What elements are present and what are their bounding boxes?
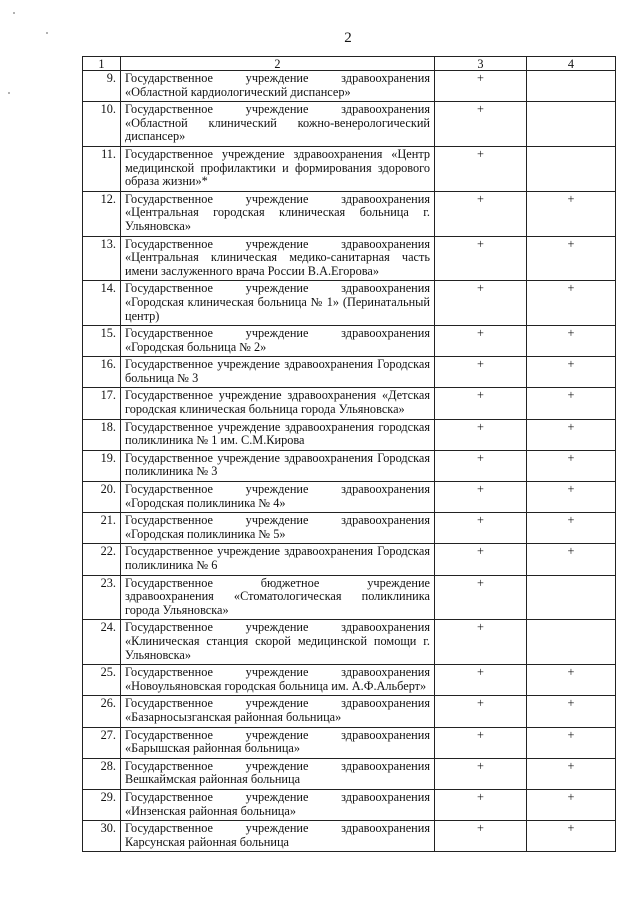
row-number-cell: 14. [83,281,121,326]
column-3-mark-cell: + [435,419,527,450]
column-3-mark-cell: + [435,620,527,665]
table-header-row [83,57,616,71]
column-4-mark-cell: + [527,482,616,513]
institution-name-cell: Государственное учреждение здравоохранения Городская больница № 3 [121,357,435,388]
row-number-cell: 20. [83,482,121,513]
table-row [83,575,616,620]
row-number-cell: 16. [83,357,121,388]
row-number-cell: 23. [83,575,121,620]
table-row [83,236,616,281]
scan-speck [13,12,15,14]
institutions-table [82,56,616,852]
institution-name-cell: Государственное учреждение здравоохранения «Городская клиническая больница № 1» (Перинатальный центр) [121,281,435,326]
column-3-mark-cell: + [435,191,527,236]
page-number: 2 [344,30,352,46]
institution-name-cell: Государственное учреждение здравоохранения «Клиническая станция скорой медицинской помощи г. Ульяновска» [121,620,435,665]
institution-name-cell: Государственное учреждение здравоохранения «Городская больница № 2» [121,326,435,357]
column-3-mark-cell: + [435,102,527,147]
column-4-mark-cell: + [527,191,616,236]
table-row [83,482,616,513]
column-4-mark-cell [527,575,616,620]
column-4-mark-cell: + [527,758,616,789]
institution-name-cell: Государственное учреждение здравоохранения «Городская поликлиника № 5» [121,513,435,544]
row-number-cell: 21. [83,513,121,544]
table-row [83,821,616,852]
header-cell-2: 2 [121,57,435,71]
table-row [83,102,616,147]
column-3-mark-cell: + [435,482,527,513]
column-3-mark-cell: + [435,575,527,620]
row-number-cell: 15. [83,326,121,357]
institution-name-cell: Государственное учреждение здравоохранения «Барышская районная больница» [121,727,435,758]
scan-speck [46,32,48,34]
row-number-cell: 10. [83,102,121,147]
institution-name-cell: Государственное учреждение здравоохранения «Областной клинический кожно-венерологический диспансер» [121,102,435,147]
table-row [83,191,616,236]
table-body [83,57,616,852]
row-number-cell: 9. [83,71,121,102]
column-4-mark-cell: + [527,388,616,419]
institution-name-cell: Государственное учреждение здравоохранения Вешкаймская районная больница [121,758,435,789]
column-3-mark-cell: + [435,450,527,481]
row-number-cell: 25. [83,665,121,696]
row-number-cell: 22. [83,544,121,575]
institution-name-cell: Государственное учреждение здравоохранения «Базарносызганская районная больница» [121,696,435,727]
institution-name-cell: Государственное учреждение здравоохранения Городская поликлиника № 6 [121,544,435,575]
institution-name-cell: Государственное учреждение здравоохранения «Областной кардиологический диспансер» [121,71,435,102]
column-3-mark-cell: + [435,758,527,789]
row-number-cell: 27. [83,727,121,758]
column-4-mark-cell [527,620,616,665]
column-3-mark-cell: + [435,789,527,820]
table-row [83,696,616,727]
column-3-mark-cell: + [435,146,527,191]
column-4-mark-cell [527,146,616,191]
table-row [83,326,616,357]
table-row [83,450,616,481]
column-3-mark-cell: + [435,71,527,102]
row-number-cell: 18. [83,419,121,450]
column-4-mark-cell: + [527,696,616,727]
row-number-cell: 11. [83,146,121,191]
column-4-mark-cell: + [527,357,616,388]
table-row [83,758,616,789]
institution-name-cell: Государственное бюджетное учреждение здравоохранения «Стоматологическая поликлиника города Ульяновска» [121,575,435,620]
table-row [83,281,616,326]
row-number-cell: 26. [83,696,121,727]
row-number-cell: 17. [83,388,121,419]
column-3-mark-cell: + [435,544,527,575]
table-row [83,146,616,191]
table-row [83,789,616,820]
row-number-cell: 30. [83,821,121,852]
institution-name-cell: Государственное учреждение здравоохранения «Центр медицинской профилактики и формирования здорового образа жизни»* [121,146,435,191]
column-4-mark-cell: + [527,450,616,481]
table-row [83,388,616,419]
institution-name-cell: Государственное учреждение здравоохранения городская поликлиника № 1 им. С.М.Кирова [121,419,435,450]
scan-speck [8,92,10,94]
column-3-mark-cell: + [435,513,527,544]
column-4-mark-cell: + [527,419,616,450]
column-4-mark-cell: + [527,544,616,575]
column-4-mark-cell [527,102,616,147]
table-row [83,71,616,102]
column-3-mark-cell: + [435,236,527,281]
table-row [83,727,616,758]
header-cell-1: 1 [83,57,121,71]
header-cell-3: 3 [435,57,527,71]
column-4-mark-cell: + [527,665,616,696]
column-4-mark-cell: + [527,326,616,357]
row-number-cell: 24. [83,620,121,665]
column-3-mark-cell: + [435,357,527,388]
row-number-cell: 28. [83,758,121,789]
institution-name-cell: Государственное учреждение здравоохранения «Детская городская клиническая больница города Ульяновска» [121,388,435,419]
row-number-cell: 29. [83,789,121,820]
table-row [83,419,616,450]
institution-name-cell: Государственное учреждение здравоохранения Карсунская районная больница [121,821,435,852]
table-row [83,357,616,388]
institution-name-cell: Государственное учреждение здравоохранения «Центральная клиническая медико-санитарная часть имени заслуженного врача России В.А.Егорова» [121,236,435,281]
column-3-mark-cell: + [435,281,527,326]
row-number-cell: 19. [83,450,121,481]
column-3-mark-cell: + [435,665,527,696]
column-4-mark-cell [527,71,616,102]
table-row [83,665,616,696]
institution-name-cell: Государственное учреждение здравоохранения Городская поликлиника № 3 [121,450,435,481]
column-4-mark-cell: + [527,789,616,820]
column-4-mark-cell: + [527,236,616,281]
table-row [83,544,616,575]
header-cell-4: 4 [527,57,616,71]
row-number-cell: 13. [83,236,121,281]
column-3-mark-cell: + [435,821,527,852]
institution-name-cell: Государственное учреждение здравоохранения «Инзенская районная больница» [121,789,435,820]
institution-name-cell: Государственное учреждение здравоохранения «Новоульяновская городская больница им. А.Ф.Альберт» [121,665,435,696]
institution-name-cell: Государственное учреждение здравоохранения «Центральная городская клиническая больница г. Ульяновска» [121,191,435,236]
column-3-mark-cell: + [435,326,527,357]
column-4-mark-cell: + [527,281,616,326]
column-4-mark-cell: + [527,727,616,758]
column-4-mark-cell: + [527,513,616,544]
table-row [83,513,616,544]
column-4-mark-cell: + [527,821,616,852]
row-number-cell: 12. [83,191,121,236]
institution-name-cell: Государственное учреждение здравоохранения «Городская поликлиника № 4» [121,482,435,513]
column-3-mark-cell: + [435,727,527,758]
column-3-mark-cell: + [435,388,527,419]
column-3-mark-cell: + [435,696,527,727]
table-row [83,620,616,665]
